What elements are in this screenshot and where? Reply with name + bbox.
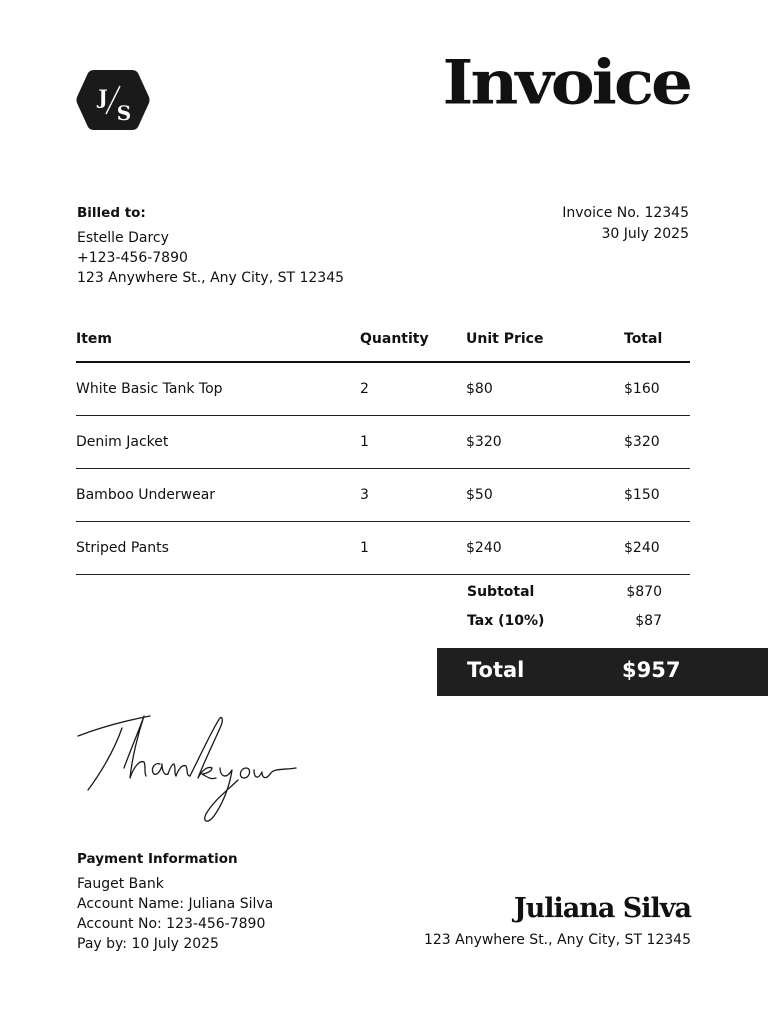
account-name: Account Name: Juliana Silva (77, 896, 274, 912)
summary-section (465, 584, 695, 642)
header-total: Total (624, 331, 663, 347)
row-unit-price: $320 (466, 434, 502, 450)
row-quantity: 2 (360, 381, 369, 397)
monogram-hexagon-icon (76, 68, 150, 132)
row-quantity: 3 (360, 487, 369, 503)
row-item: Bamboo Underwear (76, 487, 216, 503)
row-item: Denim Jacket (76, 434, 169, 450)
client-address: 123 Anywhere St., Any City, ST 12345 (77, 270, 345, 286)
payment-info-section (77, 849, 273, 954)
grand-total-value: $957 (622, 658, 681, 682)
row-total: $240 (624, 540, 660, 556)
subtotal-row (465, 584, 695, 613)
bank-name: Fauget Bank (77, 876, 164, 892)
table-row (76, 522, 690, 575)
account-number: Account No: 123-456-7890 (77, 916, 266, 932)
logo-initial-s: S (116, 101, 132, 125)
payment-info-label: Payment Information (77, 851, 238, 867)
tax-value: $87 (635, 613, 662, 629)
invoice-meta (562, 203, 689, 245)
logo-initial-j: J (98, 85, 108, 109)
table-row (76, 469, 690, 522)
table-row (76, 363, 690, 416)
header-unit-price: Unit Price (466, 331, 544, 347)
header-item: Item (76, 331, 112, 347)
row-unit-price: $50 (466, 487, 493, 503)
client-name: Estelle Darcy (77, 230, 169, 246)
row-total: $160 (624, 381, 660, 397)
items-table (76, 328, 690, 575)
header-quantity: Quantity (360, 331, 429, 347)
billed-to-label: Billed to: (77, 205, 146, 221)
logo (76, 68, 150, 132)
grand-total-bar (437, 648, 768, 696)
table-row (76, 416, 690, 469)
row-quantity: 1 (360, 434, 369, 450)
tax-row (465, 613, 695, 642)
sender-section (424, 892, 691, 948)
grand-total-label: Total (467, 658, 525, 682)
sender-address: 123 Anywhere St., Any City, ST 12345 (423, 932, 691, 948)
billed-to-section (77, 203, 344, 288)
row-total: $320 (624, 434, 660, 450)
sender-name: Juliana Silva (513, 893, 691, 924)
invoice-title: Invoice (442, 46, 690, 119)
thank-you-signature (74, 706, 304, 830)
row-total: $150 (624, 487, 660, 503)
row-unit-price: $240 (466, 540, 502, 556)
row-item: White Basic Tank Top (76, 381, 223, 397)
tax-label: Tax (10%) (467, 613, 545, 629)
row-quantity: 1 (360, 540, 369, 556)
row-item: Striped Pants (76, 540, 169, 556)
client-phone: +123-456-7890 (77, 250, 188, 266)
row-unit-price: $80 (466, 381, 493, 397)
invoice-date: 30 July 2025 (601, 226, 689, 242)
invoice-number: Invoice No. 12345 (562, 205, 689, 221)
table-header (76, 328, 690, 363)
pay-by-date: Pay by: 10 July 2025 (77, 936, 219, 952)
subtotal-label: Subtotal (467, 584, 535, 600)
subtotal-value: $870 (626, 584, 662, 600)
